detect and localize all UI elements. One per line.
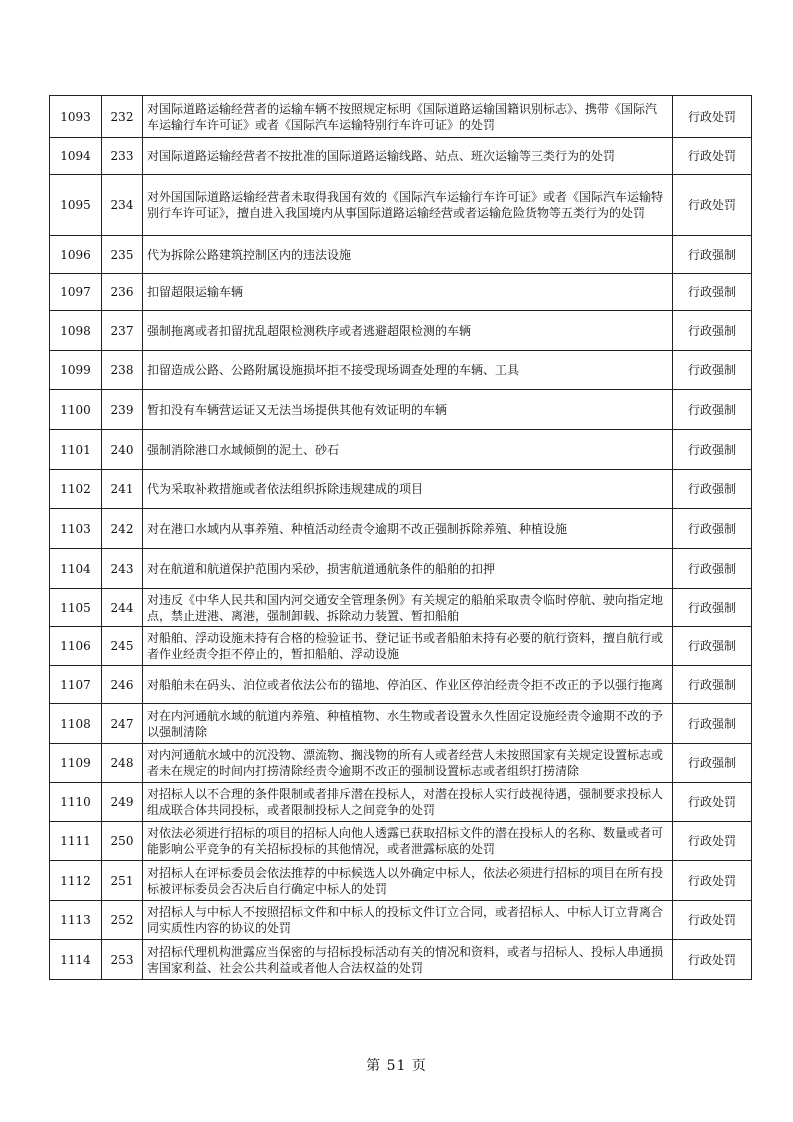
row-description: 对国际道路运输经营者不按批准的国际道路运输线路、站点、班次运输等三类行为的处罚 [147,149,616,163]
row-category: 行政强制 [673,666,752,704]
row-category: 行政强制 [673,351,752,390]
row-seq-number: 1104 [50,549,102,589]
row-description-cell [143,390,673,430]
table-row [50,430,752,470]
table-row [50,589,752,627]
row-item-number: 238 [102,351,143,390]
row-seq-number: 1098 [50,311,102,351]
row-seq-number: 1102 [50,470,102,509]
row-item-number: 250 [102,822,143,861]
table-row [50,351,752,390]
row-description: 对招标人在评标委员会依法推荐的中标候选人以外确定中标人，依法必须进行招标的项目在所有投标被评标委员会否决后自行确定中标人的处罚 [147,865,664,896]
row-seq-number: 1096 [50,236,102,274]
table-row [50,236,752,274]
row-description: 对在航道和航道保护范围内采砂，损害航道通航条件的船舶的扣押 [147,561,496,576]
row-description: 对船舶未在码头、泊位或者依法公布的锚地、停泊区、作业区停泊经责令拒不改正的予以强行拖离 [147,677,664,692]
row-item-number: 253 [102,940,143,980]
row-item-number: 239 [102,390,143,430]
row-category: 行政强制 [673,549,752,589]
row-description-cell [143,666,673,704]
row-item-number: 241 [102,470,143,509]
row-description: 对招标人以不合理的条件限制或者排斥潜在投标人，对潜在投标人实行歧视待遇，强制要求投标人组成联合体共同投标，或者限制投标人之间竞争的处罚 [147,787,664,817]
row-description: 对依法必须进行招标的项目的招标人向他人透露已获取招标文件的潜在投标人的名称、数量或者可能影响公平竞争的有关招标投标的其他情况，或者泄露标底的处罚 [147,826,664,856]
row-item-number: 237 [102,311,143,351]
row-description: 代为拆除公路建筑控制区内的违法设施 [147,247,352,262]
row-description: 对在内河通航水域的航道内养殖、种植植物、水生物或者设置永久性固定设施经责令逾期不改的予以强制清除 [147,708,664,739]
row-seq-number: 1105 [50,589,102,627]
row-category: 行政强制 [673,236,752,274]
row-description-cell [143,549,673,589]
row-seq-number: 1110 [50,783,102,822]
row-description-cell [143,236,673,274]
row-description: 强制消除港口水域倾倒的泥土、砂石 [147,442,340,457]
row-category: 行政处罚 [673,822,752,861]
row-item-number: 248 [102,744,143,783]
row-description-cell [143,940,673,980]
table-row [50,666,752,704]
row-item-number: 242 [102,509,143,549]
row-item-number: 252 [102,901,143,940]
row-description: 对内河通航水域中的沉没物、漂流物、搁浅物的所有人或者经营人未按照国家有关规定设置标志或者未在规定的时间内打捞清除经责令逾期不改正的强制设置标志或者组织打捞清除 [147,748,664,778]
row-seq-number: 1112 [50,861,102,901]
row-seq-number: 1101 [50,430,102,470]
row-seq-number: 1093 [50,96,102,138]
row-item-number: 236 [102,274,143,311]
row-description-cell [143,589,673,627]
table-row [50,901,752,940]
row-seq-number: 1114 [50,940,102,980]
row-item-number: 247 [102,704,143,744]
row-description-cell [143,901,673,940]
row-category: 行政强制 [673,274,752,311]
row-category: 行政强制 [673,744,752,783]
table-row [50,627,752,666]
row-item-number: 234 [102,175,143,236]
row-category: 行政强制 [673,589,752,627]
row-category: 行政强制 [673,509,752,549]
row-description: 代为采取补救措施或者依法组织拆除违规建成的项目 [147,482,424,496]
row-seq-number: 1113 [50,901,102,940]
table-row [50,138,752,175]
row-description: 扣留超限运输车辆 [147,285,244,299]
row-category: 行政处罚 [673,96,752,138]
row-category: 行政处罚 [673,783,752,822]
table-body [50,96,752,980]
row-seq-number: 1103 [50,509,102,549]
table-row [50,940,752,980]
table-row [50,783,752,822]
table-row [50,744,752,783]
row-category: 行政强制 [673,430,752,470]
row-description: 对招标人与中标人不按照招标文件和中标人的投标文件订立合同，或者招标人、中标人订立背离合同实质性内容的协议的处罚 [147,905,664,935]
row-seq-number: 1100 [50,390,102,430]
row-description: 强制拖离或者扣留扰乱超限检测秩序或者逃避超限检测的车辆 [147,323,472,338]
row-description: 对招标代理机构泄露应当保密的与招标投标活动有关的情况和资料，或者与招标人、投标人串通损害国家利益、社会公共利益或者他人合法权益的处罚 [147,944,664,975]
row-description-cell [143,96,673,138]
table-row [50,822,752,861]
row-category: 行政强制 [673,704,752,744]
row-description: 对船舶、浮动设施未持有合格的检验证书、登记证书或者船舶未持有必要的航行资料，擅自航行或者作业经责令拒不停止的，暂扣船舶、浮动设施 [147,631,664,661]
row-seq-number: 1099 [50,351,102,390]
row-description: 对在港口水域内从事养殖、种植活动经责令逾期不改正强制拆除养殖、种植设施 [147,521,568,536]
table-row [50,274,752,311]
row-description-cell [143,744,673,783]
row-seq-number: 1106 [50,627,102,666]
row-category: 行政处罚 [673,861,752,901]
row-description: 对国际道路运输经营者的运输车辆不按照规定标明《国际道路运输国籍识别标志》、携带《国际汽车运输行车许可证》或者《国际汽车运输特别行车许可证》的处罚 [147,101,658,132]
row-category: 行政强制 [673,627,752,666]
row-category: 行政强制 [673,311,752,351]
row-description-cell [143,430,673,470]
row-description-cell [143,138,673,175]
row-item-number: 240 [102,430,143,470]
row-seq-number: 1109 [50,744,102,783]
table-row [50,861,752,901]
row-description-cell [143,351,673,390]
row-item-number: 245 [102,627,143,666]
row-item-number: 233 [102,138,143,175]
row-description: 暂扣没有车辆营运证又无法当场提供其他有效证明的车辆 [147,402,448,417]
row-description-cell [143,274,673,311]
row-item-number: 249 [102,783,143,822]
row-description-cell [143,175,673,236]
row-seq-number: 1107 [50,666,102,704]
row-item-number: 246 [102,666,143,704]
row-seq-number: 1095 [50,175,102,236]
table-row [50,390,752,430]
row-category: 行政强制 [673,390,752,430]
row-description: 对违反《中华人民共和国内河交通安全管理条例》有关规定的船舶采取责令临时停航、驶向指定地点，禁止进港、离港，强制卸载、拆除动力装置、暂扣船舶 [147,592,664,623]
row-description-cell [143,509,673,549]
row-seq-number: 1097 [50,274,102,311]
row-description-cell [143,311,673,351]
row-description-cell [143,822,673,861]
row-category: 行政处罚 [673,940,752,980]
row-description: 对外国国际道路运输经营者未取得我国有效的《国际汽车运输行车许可证》或者《国际汽车运输特别行车许可证》，擅自进入我国境内从事国际道路运输经营或者运输危险货物等五类行为的处罚 [147,190,664,220]
row-category: 行政处罚 [673,175,752,236]
table-row [50,704,752,744]
table-row [50,96,752,138]
row-description: 扣留造成公路、公路附属设施损坏拒不接受现场调查处理的车辆、工具 [147,363,520,377]
power-list-table [49,95,752,980]
row-item-number: 235 [102,236,143,274]
row-item-number: 244 [102,589,143,627]
table-row [50,509,752,549]
row-description-cell [143,783,673,822]
table-row [50,175,752,236]
row-category: 行政处罚 [673,901,752,940]
row-category: 行政处罚 [673,138,752,175]
row-seq-number: 1111 [50,822,102,861]
page-number: 第 51 页 [366,1058,427,1074]
row-item-number: 232 [102,96,143,138]
row-seq-number: 1094 [50,138,102,175]
row-category: 行政强制 [673,470,752,509]
row-item-number: 251 [102,861,143,901]
row-item-number: 243 [102,549,143,589]
table-row [50,549,752,589]
table-row [50,311,752,351]
row-description-cell [143,861,673,901]
row-description-cell [143,627,673,666]
row-description-cell [143,704,673,744]
row-description-cell [143,470,673,509]
table-row [50,470,752,509]
row-seq-number: 1108 [50,704,102,744]
